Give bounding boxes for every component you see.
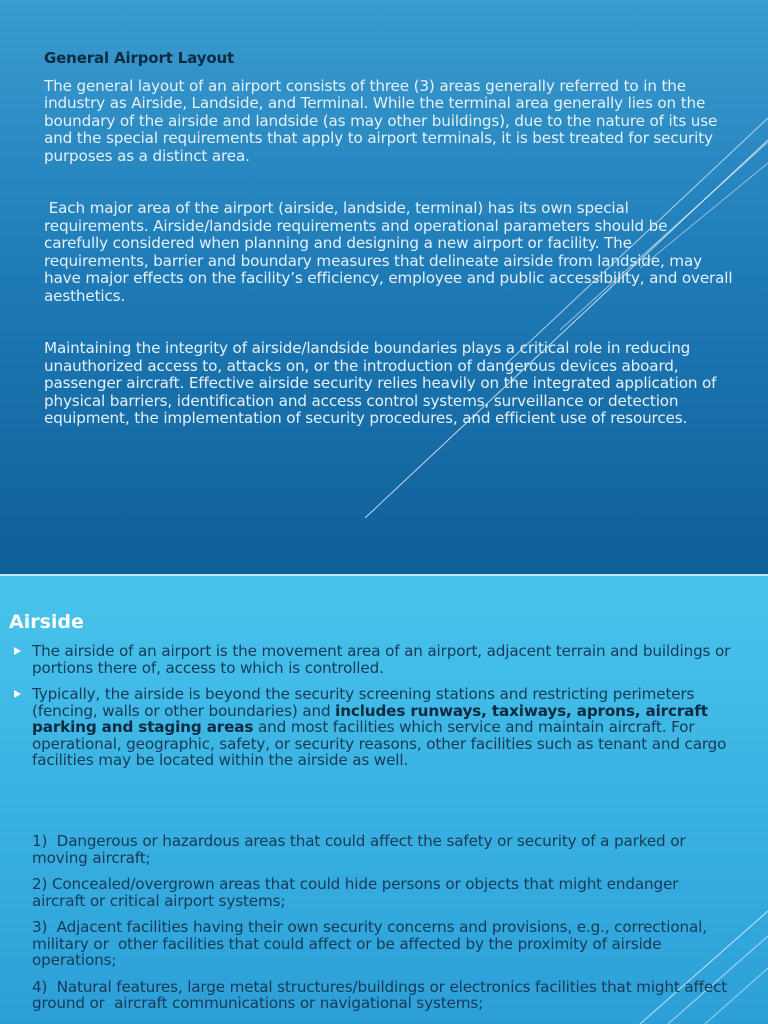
slide2-numbered-list: [32, 833, 732, 1022]
numbered-item: 1) Dangerous or hazardous areas that could affect the safety or security of a parked or moving aircraft;: [32, 832, 691, 867]
bullet-text: and most facilities which service and maintain aircraft. For operational, geographic, safety, or security reasons, other facilities such as tenant and cargo facilities may be located within the airside as well.: [32, 718, 727, 769]
bullet-text: Typically, the airside is beyond the security screening stations and restricting perimeters (fencing, walls or other boundaries) and: [32, 685, 695, 720]
slide1-heading: General Airport Layout: [44, 49, 235, 67]
bullet-triangle-icon: [14, 647, 21, 655]
slide1-paragraph: Each major area of the airport (airside, landside, terminal) has its own special requirements. Airside/landside requirements and operational parameters should be carefully considered when planning and designing a new airport or facility. The requirements, barrier and boundary measures that delineate airside from landside, may have major effects on the facility’s efficiency, employee and public accessibility, and overall aesthetics.: [44, 199, 738, 305]
bullet-triangle-icon: [14, 690, 21, 698]
slide1-body: [44, 49, 738, 463]
slide2-bullet-list: [14, 643, 739, 779]
list-item: [14, 643, 739, 676]
numbered-item: 2) Concealed/overgrown areas that could hide persons or objects that might endanger aircraft or critical airport systems;: [32, 875, 679, 910]
bullet-bold-text: includes runways, taxiways, aprons, aircraft parking and staging areas: [32, 701, 708, 736]
numbered-item: 4) Natural features, large metal structures/buildings or electronics facilities that might affect ground or aircraft communications or navigational systems;: [32, 977, 732, 1012]
slide2-title: Airside: [9, 611, 84, 633]
slide1-paragraph: The general layout of an airport consists of three (3) areas generally referred to in the industry as Airside, Landside, and Terminal. While the terminal area generally lies on the boundary of the airside and landside (as may other buildings), due to the nature of its use and the special requirements that apply to airport terminals, it is best treated for security purposes as a distinct area.: [44, 76, 718, 165]
slide-airside: [0, 576, 768, 1024]
slide1-paragraph: Maintaining the integrity of airside/landside boundaries plays a critical role in reducing unauthorized access to, attacks on, or the introduction of dangerous devices aboard, passenger aircraft. Effective airside security relies heavily on the integrated application of physical barriers, identification and access control systems, surveillance or detection equipment, the implementation of security procedures, and efficient use of resources.: [44, 339, 717, 427]
list-item: [14, 686, 739, 769]
numbered-item: 3) Adjacent facilities having their own security concerns and provisions, e.g., correctional, military or other facilities that could affect or be affected by the proximity of airside operations;: [32, 918, 712, 969]
bullet-text: The airside of an airport is the movement area of an airport, adjacent terrain and buildings or portions there of, access to which is controlled.: [32, 642, 731, 677]
